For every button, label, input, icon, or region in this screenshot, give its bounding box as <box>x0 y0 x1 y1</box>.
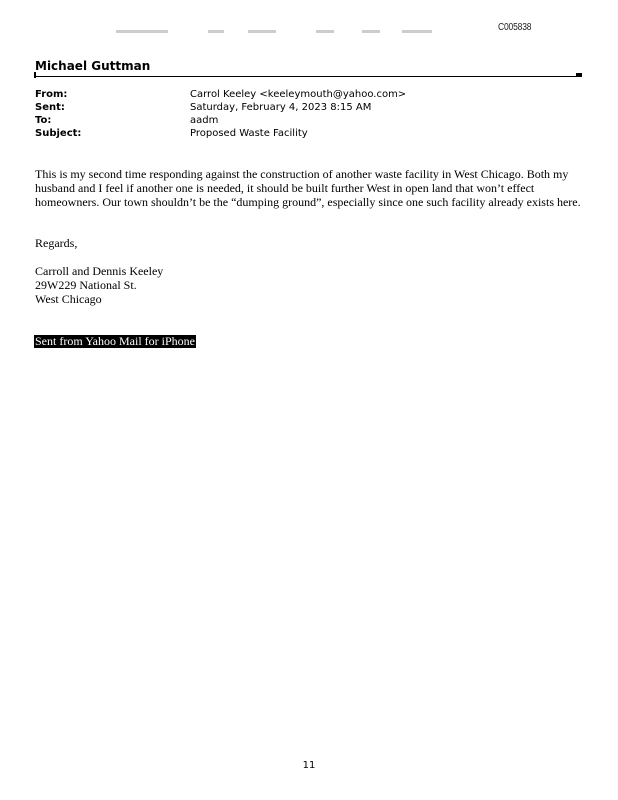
signature-block <box>35 265 583 306</box>
header-stamp-marks <box>116 30 446 36</box>
header-divider <box>34 76 582 77</box>
bates-number: C005838 <box>498 22 532 33</box>
stamp-mark <box>316 30 334 33</box>
to-value: aadm <box>190 115 219 126</box>
email-body-paragraph <box>35 168 583 209</box>
sent-label: Sent: <box>35 102 65 113</box>
header-rule-tick <box>576 73 582 77</box>
stamp-mark <box>116 30 168 33</box>
header-rule-tick <box>34 72 36 78</box>
from-value: Carrol Keeley <keeleymouth@yahoo.com> <box>190 89 407 100</box>
stamp-mark <box>402 30 432 33</box>
closing-text: Regards, <box>35 236 78 250</box>
page-number: 11 <box>302 760 316 771</box>
body-paragraph-1: This is my second time responding against the construction of another waste facility in West Chicago. Both my husband and I feel if another one is needed, it should be built further West in open land that won’t effect homeowners. Our town shouldn’t be the “dumping ground”, especially since one such facility already exists here. <box>35 167 581 209</box>
signature-city: West Chicago <box>35 291 102 306</box>
mailbox-owner-name: Michael Guttman <box>35 59 151 73</box>
closing-block <box>35 237 583 251</box>
signature-address: 29W229 National St. <box>35 277 137 292</box>
stamp-mark <box>362 30 380 33</box>
stamp-mark <box>208 30 224 33</box>
subject-label: Subject: <box>35 128 82 139</box>
to-label: To: <box>35 115 52 126</box>
from-label: From: <box>35 89 68 100</box>
signature-name: Carroll and Dennis Keeley <box>35 264 164 278</box>
sent-value: Saturday, February 4, 2023 8:15 AM <box>190 102 372 113</box>
subject-value: Proposed Waste Facility <box>190 128 308 139</box>
stamp-mark <box>248 30 276 33</box>
yahoo-mail-signature-link[interactable]: Sent from Yahoo Mail for iPhone <box>35 334 195 348</box>
